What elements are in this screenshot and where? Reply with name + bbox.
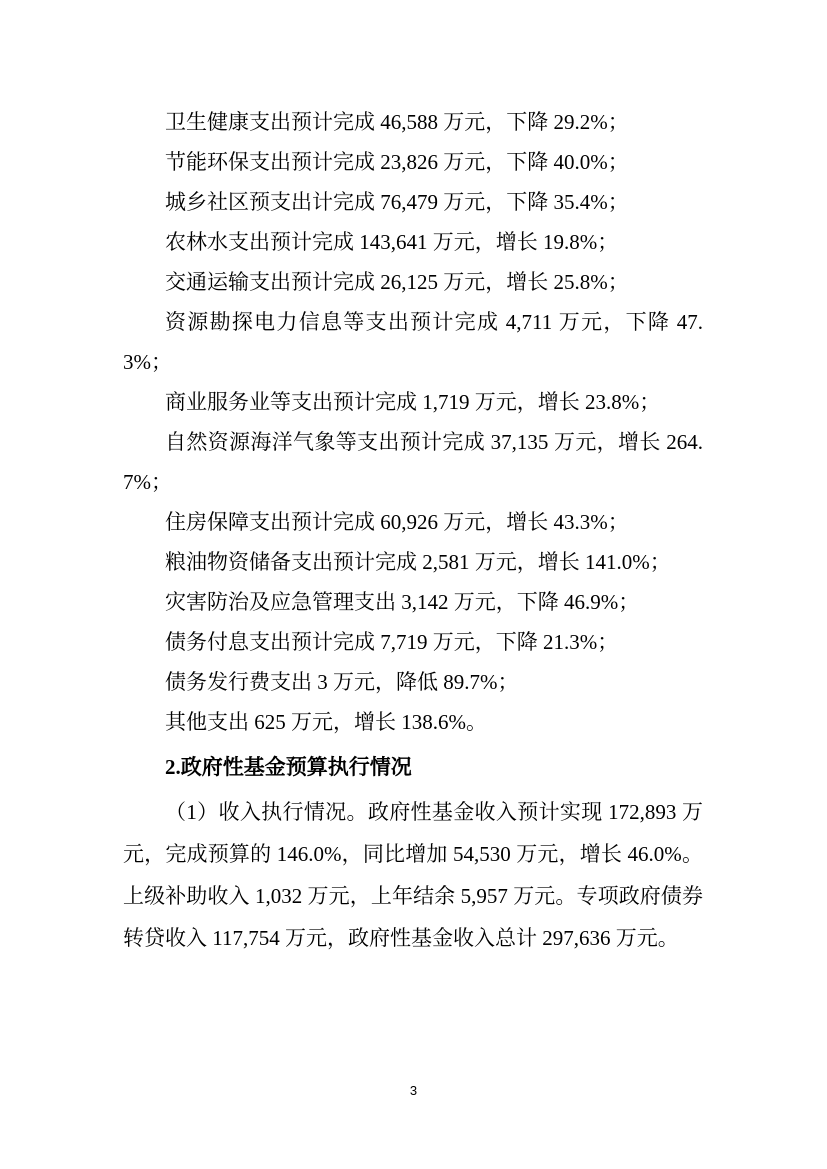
section-heading: 2.政府性基金预算执行情况 bbox=[165, 755, 412, 779]
expenditure-line-agriculture-forestry-water: 农林水支出预计完成 143,641 万元，增长 19.8%； bbox=[165, 230, 619, 254]
fund-revenue-paragraph: （1）收入执行情况。政府性基金收入预计实现 172,893 万元，完成预算的 146.0%，同比增加 54,530 万元，增长 46.0%。上级补助收入 1,032 万元，上年结余 5,957 万元。专项政府债券转贷收入 117,754 万元，政府性基金收入总计 297,636 万元。 bbox=[123, 800, 703, 950]
expenditure-line-natural-resources: 自然资源海洋气象等支出预计完成 37,135 万元，增长 264.7%； bbox=[123, 430, 703, 494]
expenditure-line-debt-issuance: 债务发行费支出 3 万元，降低 89.7%； bbox=[165, 670, 519, 694]
page-number: 3 bbox=[409, 1083, 418, 1098]
expenditure-line-housing: 住房保障支出预计完成 60,926 万元，增长 43.3%； bbox=[165, 510, 629, 534]
expenditure-line-debt-interest: 债务付息支出预计完成 7,719 万元，下降 21.3%； bbox=[165, 630, 619, 654]
expenditure-line-resource-exploration: 资源勘探电力信息等支出预计完成 4,711 万元，下降 47.3%； bbox=[123, 310, 703, 374]
expenditure-line-disaster-prevention: 灾害防治及应急管理支出 3,142 万元，下降 46.9%； bbox=[165, 590, 640, 614]
expenditure-line-transportation: 交通运输支出预计完成 26,125 万元，增长 25.8%； bbox=[165, 270, 629, 294]
document-body bbox=[123, 102, 703, 959]
expenditure-line-grain-reserves: 粮油物资储备支出预计完成 2,581 万元，增长 141.0%； bbox=[165, 550, 671, 574]
expenditure-line-urban-rural-community: 城乡社区预支出计完成 76,479 万元，下降 35.4%； bbox=[165, 190, 629, 214]
expenditure-line-health: 卫生健康支出预计完成 46,588 万元，下降 29.2%； bbox=[165, 110, 629, 134]
expenditure-line-other: 其他支出 625 万元，增长 138.6%。 bbox=[165, 710, 487, 734]
expenditure-line-commerce-services: 商业服务业等支出预计完成 1,719 万元，增长 23.8%； bbox=[165, 390, 661, 414]
expenditure-line-energy-environment: 节能环保支出预计完成 23,826 万元，下降 40.0%； bbox=[165, 150, 629, 174]
